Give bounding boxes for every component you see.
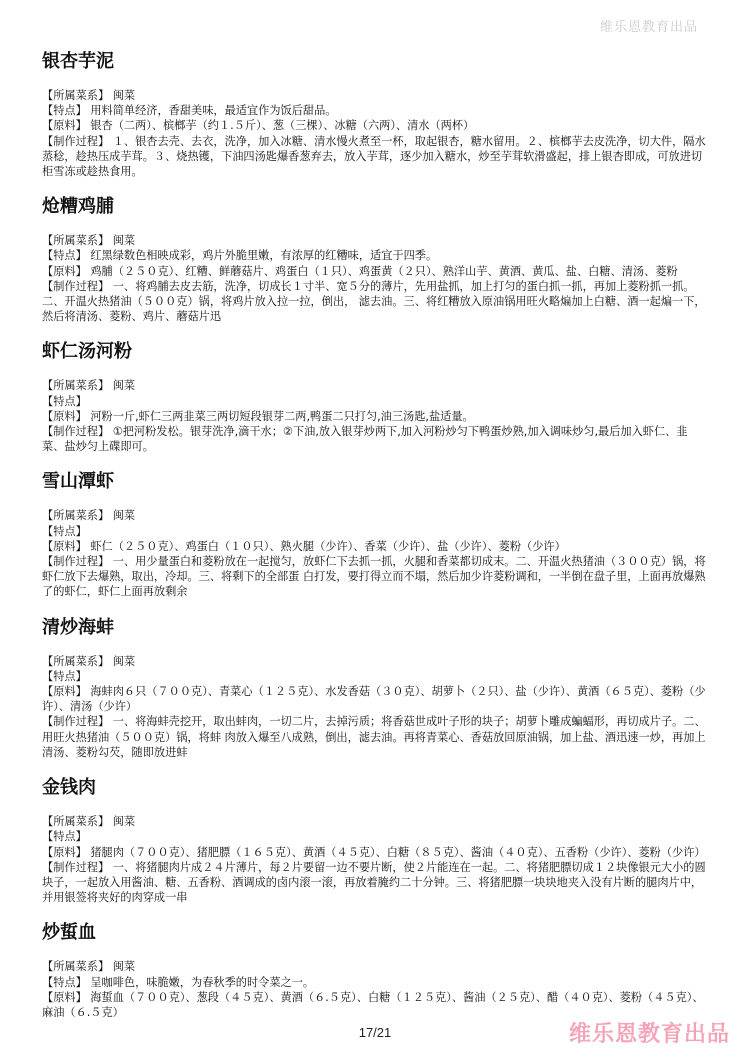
process-tag: 【制作过程】	[42, 279, 110, 293]
ingredients-value: 银杏（二两）、槟榔芋（约１.５斤）、葱（三棵）、冰糖（六两）、清水（两杯）	[90, 119, 475, 133]
feature-line	[42, 248, 706, 263]
ingredients-tag: 【原料】	[42, 539, 87, 553]
process-line	[42, 714, 706, 760]
recipe-section	[42, 195, 706, 324]
ingredients-tag: 【原料】	[42, 409, 87, 423]
process-value: 一、用少量蛋白和菱粉放在一起搅匀，放虾仁下去抓一抓，火腿和香菜都切成末。二、开温火热猪油（３００克）锅，将虾仁放下去爆熟，取出，冷却。三、将剩下的全部蛋 白打发，要打得立而不塌，然后加少许菱粉调和，一半倒在盘子里，上面再放爆熟了的虾仁，虾仁上面再放剩余	[42, 555, 706, 599]
process-value: 一、将海蚌壳挖开，取出蚌肉，一切二片，去掉污质；将香菇世成叶子形的块子；胡萝卜雕成蝙蝠形，再切成片子。二、用旺火热猪油（５００克）锅，将蚌 肉放入爆至八成熟，倒出，滤去油。再将青菜心、香菇放回原油锅，加上盐、酒迅速一炒，再加上清汤、菱粉勾芡，随即放进蚌	[42, 715, 706, 759]
recipe-section	[42, 616, 706, 760]
recipe-section	[42, 470, 706, 599]
ingredients-tag: 【原料】	[42, 845, 87, 859]
process-line	[42, 134, 706, 180]
cuisine-line	[42, 959, 706, 974]
ingredients-line	[42, 539, 706, 554]
cuisine-tag: 【所属菜系】	[42, 509, 110, 523]
process-tag: 【制作过程】	[42, 134, 110, 148]
recipe-title: 炝糟鸡脯	[42, 196, 114, 218]
recipe-title: 炒蜇血	[42, 922, 96, 944]
feature-line	[42, 103, 706, 118]
cuisine-value: 闽菜	[112, 509, 136, 523]
cuisine-value: 闽菜	[112, 960, 136, 974]
feature-tag: 【特点】	[42, 524, 87, 538]
process-value: ①把河粉发松。银芽洗净,滴干水；②下油,放入银芽炒两下,加入河粉炒匀下鸭蛋炒熟,加入调味炒匀,最后加入虾仁、韭菜、盐炒匀上碟即可。	[42, 425, 688, 454]
feature-tag: 【特点】	[42, 830, 87, 844]
feature-line	[42, 524, 706, 539]
recipe-title: 虾仁汤河粉	[42, 341, 132, 363]
feature-tag: 【特点】	[42, 975, 87, 989]
cuisine-tag: 【所属菜系】	[42, 234, 110, 248]
cuisine-tag: 【所属菜系】	[42, 654, 110, 668]
cuisine-line	[42, 233, 706, 248]
cuisine-value: 闽菜	[112, 654, 136, 668]
cuisine-value: 闽菜	[112, 815, 136, 829]
feature-line	[42, 975, 706, 990]
ingredients-line	[42, 684, 706, 714]
feature-tag: 【特点】	[42, 104, 87, 118]
cuisine-line	[42, 654, 706, 669]
cuisine-line	[42, 88, 706, 103]
recipe-title: 银杏芋泥	[42, 51, 114, 72]
ingredients-tag: 【原料】	[42, 119, 87, 133]
recipe-section	[42, 776, 706, 905]
process-value: 一、将鸡脯去皮去筋，洗净，切成长１寸半、宽５分的薄片，先用盐抓，加上打匀的蛋白抓一抓，再加上菱粉抓一抓。二、开温火热猪油（５００克）锅，将鸡片放入拉一拉，倒出， 滤去油。三、将红糟放入原油锅用旺火略煸加上白糖、酒一起煸一下，然后将清汤、菱粉、鸡片、蘑菇片迅	[42, 279, 706, 324]
cuisine-tag: 【所属菜系】	[42, 960, 110, 974]
feature-value: 红黑绿数色相映成彩，鸡片外脆里嫩，有浓厚的红糟味，适宜于四季。	[90, 249, 438, 263]
ingredients-value: 海蜇血（７００克）、葱段（４５克）、黄酒（６.５克）、白糖（１２５克）、酱油（２５克）、醋（４０克）、菱粉（４５克）、麻油（６.５克）	[42, 990, 704, 1019]
process-tag: 【制作过程】	[42, 555, 110, 569]
watermark-top: 维乐恩教育出品	[599, 20, 698, 35]
recipe-section	[42, 340, 706, 454]
ingredients-line	[42, 264, 706, 279]
process-tag: 【制作过程】	[42, 860, 110, 874]
ingredients-value: 虾仁（２５０克）、鸡蛋白（１０只）、熟火腿（少许）、香菜（少许）、盐（少许）、菱粉（少许）	[90, 539, 566, 553]
cuisine-tag: 【所属菜系】	[42, 379, 110, 393]
ingredients-value: 海蚌肉６只（７００克）、青菜心（１２５克）、水发香菇（３０克）、胡萝卜（２只）、盐（少许）、黄酒（６５克）、菱粉（少许）、清汤（少许）	[42, 685, 706, 714]
process-value: １、银杏去壳、去衣，洗净，加入冰糖、清水慢火煮至一杯，取起银杏，糖水留用。２、槟榔芋去皮洗净，切大件，隔水蒸稔，趁热压成芋茸。３、烧热镬，下油四汤匙爆香葱弃去，放入芋茸，逐少加入糖水，炒至芋茸软滑盛起，排上银杏即成，可放进切柜雪冻或趁热食用。	[42, 134, 706, 179]
process-tag: 【制作过程】	[42, 715, 110, 729]
feature-value: 用料简单经济，香甜美味，最适宜作为饭后甜品。	[90, 104, 337, 118]
feature-tag: 【特点】	[42, 249, 87, 263]
process-line	[42, 424, 706, 454]
cuisine-value: 闽菜	[112, 234, 136, 248]
feature-tag: 【特点】	[42, 394, 87, 408]
feature-line	[42, 669, 706, 684]
cuisine-line	[42, 508, 706, 523]
process-tag: 【制作过程】	[42, 425, 110, 439]
feature-tag: 【特点】	[42, 669, 87, 683]
ingredients-line	[42, 118, 706, 133]
cuisine-value: 闽菜	[112, 89, 136, 102]
page-number: 17/21	[358, 1025, 392, 1040]
process-value: 一、将猪腿肉片成２４片薄片，每２片要留一边不要片断，使２片能连在一起。二、将猪肥膘切成１２块像银元大小的圆块子，一起放入用酱油、糖、五香粉、酒调成的卤内滚一滚，再放着腌约二十分钟。三、将猪肥膘一块块地夹入没有片断的腿肉片中，并用银签将夹好的肉穿成一串	[42, 860, 706, 905]
ingredients-tag: 【原料】	[42, 990, 87, 1004]
cuisine-value: 闽菜	[112, 379, 136, 393]
recipe-title: 金钱肉	[42, 777, 96, 799]
ingredients-line	[42, 990, 706, 1020]
cuisine-tag: 【所属菜系】	[42, 89, 110, 102]
ingredients-tag: 【原料】	[42, 685, 87, 699]
document-content	[42, 50, 706, 1036]
recipe-title: 雪山潭虾	[42, 471, 114, 493]
ingredients-value: 河粉一斤,虾仁三两韭菜三两切短段银芽二两,鸭蛋二只打匀,油三汤匙,盐适量。	[90, 409, 474, 423]
recipe-section	[42, 921, 706, 1020]
recipe-section	[42, 50, 706, 179]
ingredients-line	[42, 409, 706, 424]
process-line	[42, 279, 706, 325]
ingredients-value: 鸡脯（２５０克）、红糟、鲜蘑菇片、鸡蛋白（１只）、鸡蛋黄（２只）、熟洋山芋、黄酒、黄瓜、盐、白糖、清汤、菱粉	[90, 264, 678, 278]
watermark-bottom: 维乐恩教育出品	[568, 1022, 730, 1047]
cuisine-line	[42, 814, 706, 829]
feature-line	[42, 829, 706, 844]
process-line	[42, 554, 706, 600]
cuisine-line	[42, 378, 706, 393]
process-line	[42, 860, 706, 906]
feature-value: 呈咖啡色，味脆嫩，为春秋季的时令菜之一。	[90, 975, 315, 989]
cuisine-tag: 【所属菜系】	[42, 815, 110, 829]
ingredients-tag: 【原料】	[42, 264, 87, 278]
ingredients-line	[42, 845, 706, 860]
recipe-title: 清炒海蚌	[42, 616, 114, 638]
feature-line	[42, 394, 706, 409]
ingredients-value: 猪腿肉（７００克）、猪肥膘（１６５克）、黄酒（４５克）、白糖（８５克）、酱油（４０克）、五香粉（少许）、菱粉（少许）	[90, 845, 706, 859]
